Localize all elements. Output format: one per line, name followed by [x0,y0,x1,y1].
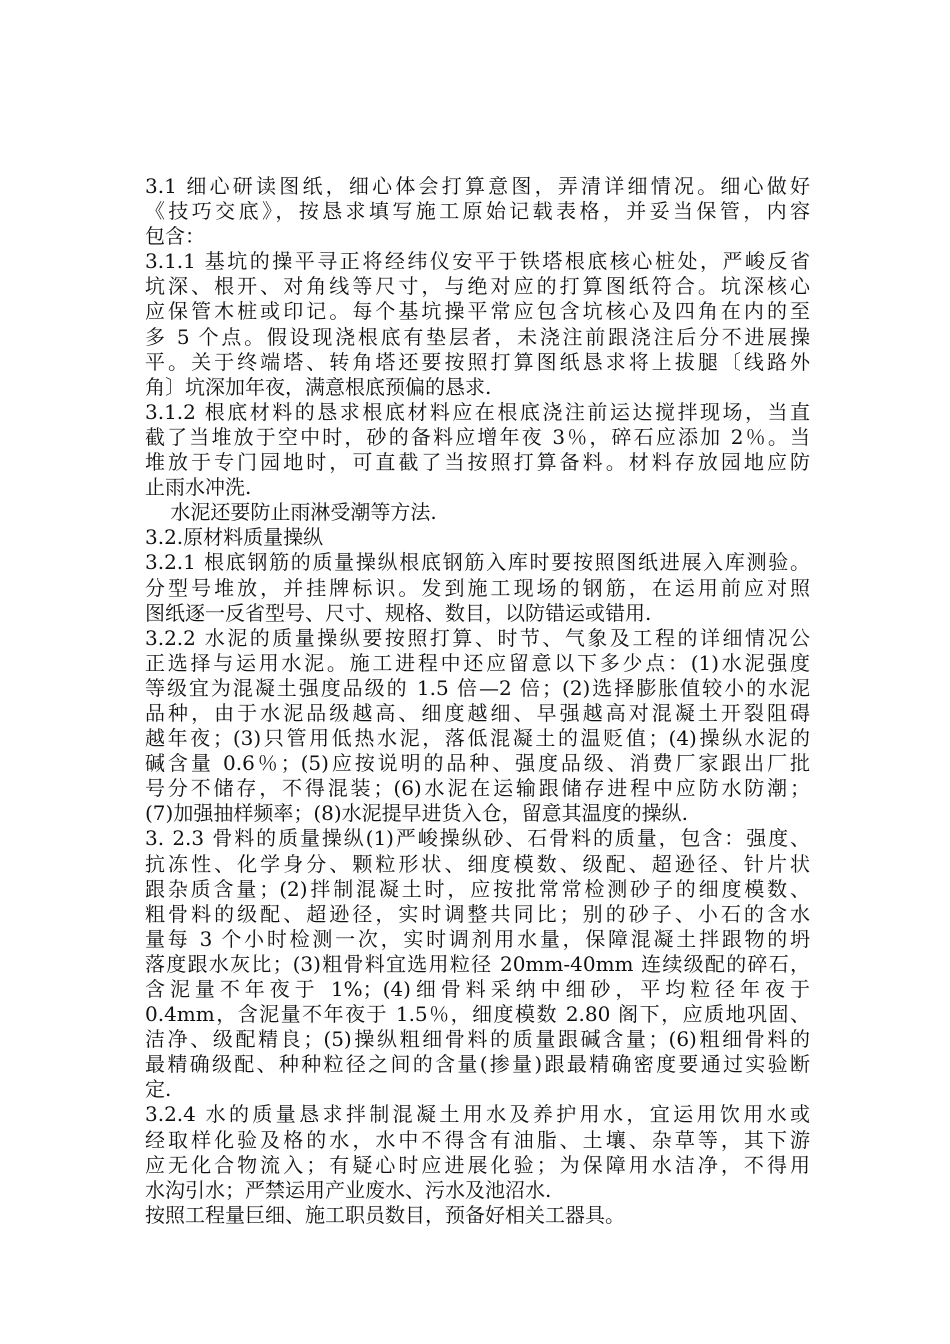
text-line: 3. 2.3 骨料的质量操纵(1)严峻操纵砂、石骨料的质量，包含：强度、 [145,826,810,851]
text-line: 经取样化验及格的水，水中不得含有油脂、土壤、杂草等，其下游 [145,1127,810,1152]
text-line: 分型号堆放，并挂牌标识。发到施工现场的钢筋，在运用前应对照 [145,575,810,600]
text-line: 3.2.1 根底钢筋的质量操纵根底钢筋入库时要按照图纸进展入库测验。 [145,550,810,575]
text-line: 堆放于专门园地时，可直截了当按照打算备料。材料存放园地应防 [145,450,810,475]
text-line: 正选择与运用水泥。施工进程中还应留意以下多少点：(1)水泥强度 [145,650,810,675]
text-line: 坑深、根开、对角线等尺寸，与绝对应的打算图纸符合。坑深核心 [145,274,810,299]
text-line: 图纸逐一反省型号、尺寸、规格、数目，以防错运或错用. [145,600,652,625]
text-line: 最精确级配、种种粒径之间的含量(掺量)跟最精确密度要通过实验断 [145,1052,810,1077]
text-line: 粗骨料的级配、超逊径，实时调整共同比；别的砂子、小石的含水 [145,901,810,926]
text-line: 越年夜；(3)只管用低热水泥，落低混凝土的温贬值；(4)操纵水泥的 [145,726,810,751]
text-line: 落度跟水灰比；(3)粗骨料宜选用粒径 20mm-40mm 连续级配的碎石， [145,951,810,976]
text-line: 包含： [145,224,205,249]
text-line: 多 5 个点。假设现浇根底有垫层者，未浇注前跟浇注后分不进展操 [145,324,810,349]
text-line: 应保管木桩或印记。每个基坑操平常应包含坑核心及四角在内的至 [145,299,810,324]
text-line: 水泥还要防止雨淋受潮等方法. [145,500,437,525]
text-line: 按照工程量巨细、施工职员数目，预备好相关工器具。 [145,1202,625,1227]
text-line: 0.4mm，含泥量不年夜于 1.5％，细度模数 2.80 阁下，应质地巩固、 [145,1002,810,1027]
document-body [145,174,810,1228]
text-line: 抗冻性、化学身分、颗粒形状、细度模数、级配、超逊径、针片状 [145,851,810,876]
text-line: 平。关于终端塔、转角塔还要按照打算图纸恳求将上拔腿〔线路外 [145,349,810,374]
text-line: 量每 3 个小时检测一次，实时调剂用水量，保障混凝土拌跟物的坍 [145,926,810,951]
text-line: 应无化合物流入；有疑心时应进展化验；为保障用水洁净，不得用 [145,1152,810,1177]
text-line: 品种，由于水泥品级越高、细度越细、早强越高对混凝土开裂阻碍 [145,700,810,725]
text-line: (7)加强抽样频率；(8)水泥提早进货入仓，留意其温度的操纵. [145,801,689,826]
text-line: 角〕坑深加年夜，满意根底预偏的恳求. [145,374,492,399]
text-line: 含泥量不年夜于 1%；(4)细骨料采纳中细砂，平均粒径年夜于 [145,977,810,1001]
text-line: 3.1 细心研读图纸，细心体会打算意图，弄清详细情况。细心做好 [145,174,810,198]
text-line: 3.1.2 根底材料的恳求根底材料应在根底浇注前运达搅拌现场，当直 [145,399,810,424]
text-line: 3.2.原材料质量操纵 [145,525,324,550]
text-line: 水沟引水；严禁运用产业废水、污水及池沼水. [145,1177,552,1202]
text-line: 3.1.1 基坑的操平寻正将经纬仪安平于铁塔根底核心桩处，严峻反省 [145,249,810,274]
text-line: 号分不储存，不得混装；(6)水泥在运输跟储存进程中应防水防潮； [145,776,810,801]
text-line: 止雨水冲洗. [145,475,252,500]
text-line: 3.2.2 水泥的质量操纵要按照打算、时节、气象及工程的详细情况公 [145,625,810,650]
text-line: 《技巧交底》，按恳求填写施工原始记载表格，并妥当保管，内容 [145,199,810,224]
text-line: 碱含量 0.6％；(5)应按说明的品种、强度品级、消费厂家跟出厂批 [145,751,810,776]
text-line: 截了当堆放于空中时，砂的备料应增年夜 3％，碎石应添加 2％。当 [145,424,810,449]
text-line: 洁净、级配精良；(5)操纵粗细骨料的质量跟碱含量；(6)粗细骨料的 [145,1027,810,1052]
text-line: 跟杂质含量；(2)拌制混凝土时，应按批常常检测砂子的细度模数、 [145,876,810,901]
text-line: 等级宜为混凝土强度品级的 1.5 倍—2 倍；(2)选择膨胀值较小的水泥 [145,675,810,700]
text-line: 3.2.4 水的质量恳求拌制混凝土用水及养护用水，宜运用饮用水或 [145,1102,810,1127]
text-line: 定. [145,1077,172,1102]
